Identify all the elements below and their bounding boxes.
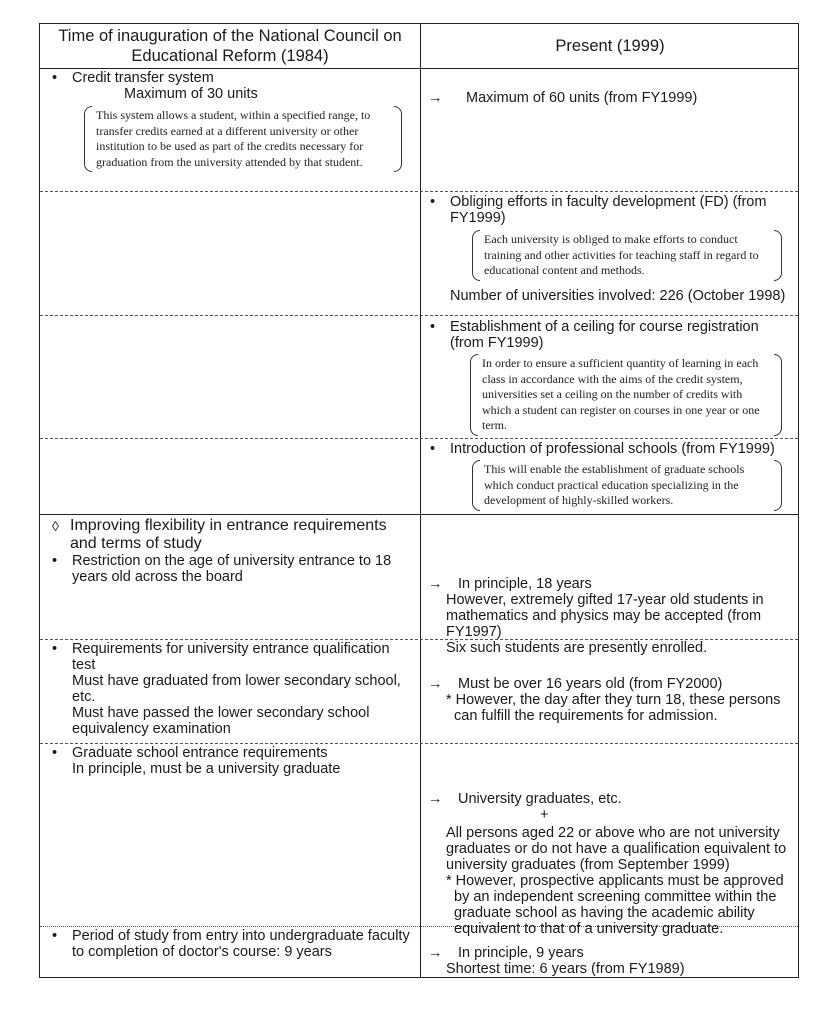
age-principle: In principle, 18 years [458, 576, 592, 592]
arrow-icon: → [428, 676, 443, 692]
row-divider [40, 743, 798, 744]
period-principle: In principle, 9 years [458, 945, 584, 961]
row-divider [40, 315, 798, 316]
faculty-dev-count: Number of universities involved: 226 (October 1998) [450, 287, 786, 304]
plus-sign: + [540, 807, 549, 823]
period-title: Period of study from entry into undergraduate faculty to completion of doctor's course: 9 years [72, 928, 410, 960]
ceiling-title: Establishment of a ceiling for course registration (from FY1999) [450, 319, 759, 351]
arrow-icon: → [428, 945, 443, 961]
arrow-icon: → [428, 90, 443, 106]
arrow-icon: → [428, 791, 443, 807]
credit-transfer-note: This system allows a student, within a specified range, to transfer credits earned at a different university or other institution to be used as part of the credits necessary for graduation from the university attended by that student. [84, 106, 402, 172]
qualification-age: Must be over 16 years old (from FY2000) [458, 676, 723, 692]
header-1999: Present (1999) [555, 37, 665, 55]
ceiling-now: • Establishment of a ceiling for course registration (from FY1999) In order to ensure a sufficient quantity of learning in each class in accordance with the aims of the credit system, universities set a ceiling on the number of credits with which a student can register on courses in one year or one term. [428, 319, 796, 436]
period-now [428, 945, 796, 977]
professional-note: This will enable the establishment of graduate schools which conduct practical education specializing in the development of highly-skilled workers. [472, 460, 782, 511]
flexibility-then: ◊ Improving flexibility in entrance requirements and terms of study • Restriction on the age of university entrance to 18 years old across the board [52, 517, 392, 585]
graduate-persons: All persons aged 22 or above who are not university graduates or do not have a qualification equivalent to university graduates (from September 1999) [446, 825, 787, 873]
column-divider [420, 24, 421, 977]
flexibility-heading: Improving flexibility in entrance requirements and terms of study [70, 517, 387, 552]
graduate-principle: In principle, must be a university graduate [72, 761, 341, 777]
arrow-icon: → [428, 576, 443, 592]
professional-now: • Introduction of professional schools (from FY1999) This will enable the establishment of graduate schools which conduct practical education specializing in the development of highly-skilled workers. [428, 441, 796, 511]
qualification-then: • Requirements for university entrance qualification test Must have graduated from lower secondary school, etc. Must have passed the lower secondary school equivalency examination [46, 641, 414, 737]
age-exception: However, extremely gifted 17-year old students in mathematics and physics may be accepted (from FY1997) [446, 592, 764, 640]
faculty-dev-now: • Obliging efforts in faculty development (FD) (from FY1999) Each university is obliged to make efforts to conduct training and other activities for teaching staff in regard to educational content and methods. Number of universities involved: 226 (October 1998) [428, 194, 796, 304]
professional-title: Introduction of professional schools (from FY1999) [450, 441, 775, 457]
graduate-title: Graduate school entrance requirements [72, 745, 328, 761]
age-restriction-title: Restriction on the age of university entrance to 18 years old across the board [72, 553, 392, 585]
header-divider [40, 68, 798, 69]
ceiling-note: In order to ensure a sufficient quantity of learning in each class in accordance with the aims of the credit system, universities set a ceiling on the number of credits with which a student can register on courses in one year or one term. [470, 354, 782, 436]
credit-transfer-title: Credit transfer system [72, 70, 214, 86]
age-enrolled: Six such students are presently enrolled. [446, 640, 708, 656]
comparison-table [39, 23, 799, 978]
credit-transfer-then: • Credit transfer system Maximum of 30 units This system allows a student, within a specified range, to transfer credits earned at a different university or other institution to be used as part of the credits necessary for graduation from the university attended by that student. [46, 70, 414, 172]
qualification-equivalency: Must have passed the lower secondary school equivalency examination [72, 705, 370, 737]
row-divider [40, 191, 798, 192]
graduate-note: * However, prospective applicants must be approved by an independent screening committee within the graduate school as having the academic ability equivalent to that of a university graduate. [446, 873, 784, 937]
graduate-univ: University graduates, etc. [458, 791, 622, 807]
qualification-title: Requirements for university entrance qualification test [72, 641, 390, 673]
faculty-dev-title: Obliging efforts in faculty development (FD) (from FY1999) [450, 194, 767, 226]
flexibility-now [428, 576, 796, 656]
graduate-now [428, 791, 796, 937]
period-then: • Period of study from entry into undergraduate faculty to completion of doctor's course: 9 years [52, 928, 410, 960]
graduate-then: • Graduate school entrance requirements In principle, must be a university graduate [46, 745, 414, 777]
header-1984: Time of inauguration of the National Council on Educational Reform (1984) [58, 27, 402, 65]
section-divider [40, 514, 798, 515]
row-divider [40, 438, 798, 439]
faculty-dev-note: Each university is obliged to make efforts to conduct training and other activities for teaching staff in regard to educational content and methods. [472, 230, 782, 281]
credit-transfer-now-text: Maximum of 60 units (from FY1999) [466, 90, 698, 106]
credit-transfer-now [428, 90, 796, 106]
period-shortest: Shortest time: 6 years (from FY1989) [446, 961, 685, 977]
qualification-graduated: Must have graduated from lower secondary school, etc. [72, 673, 401, 705]
qualification-now [428, 676, 796, 724]
credit-transfer-max: Maximum of 30 units [124, 86, 258, 102]
qualification-note: * However, the day after they turn 18, these persons can fulfill the requirements for admission. [446, 692, 781, 724]
